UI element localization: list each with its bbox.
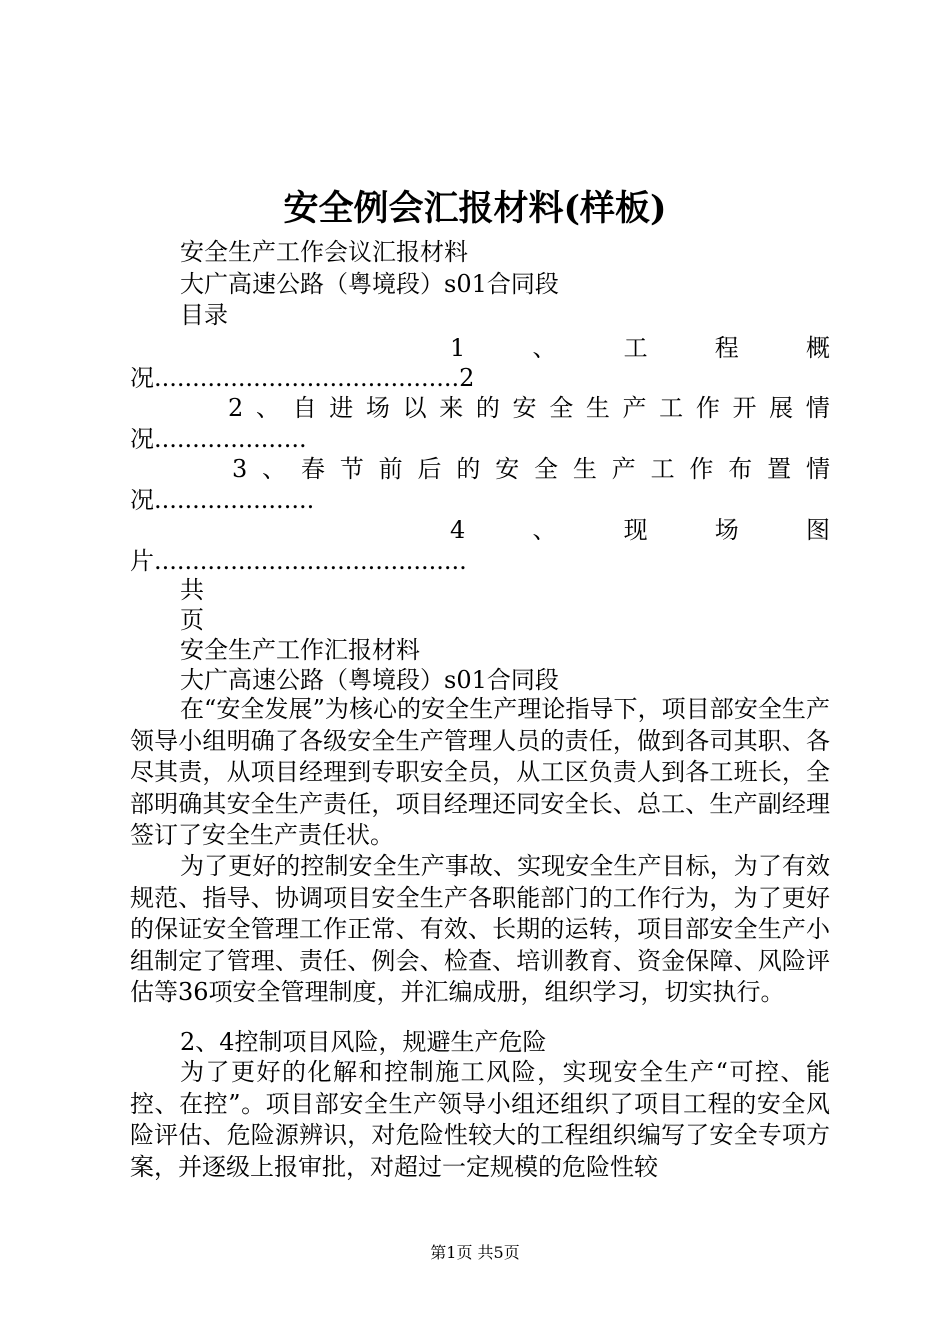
toc-char: 情 <box>805 394 830 422</box>
toc-char: 作 <box>695 394 720 422</box>
toc-char: 工 <box>659 394 684 422</box>
subsection-heading: 2、4控制项目风险，规避生产危险 <box>180 1028 547 1056</box>
page-title: 安全例会汇报材料(样板) <box>283 188 667 229</box>
toc-char: 1 <box>450 334 466 362</box>
toc-char: 产 <box>622 394 647 422</box>
toc-char: 后 <box>417 455 442 483</box>
toc-char: 生 <box>572 455 597 483</box>
toc-item-2-leader: 况.................... <box>130 425 307 453</box>
contract-section: 大广高速公路（粤境段）s01合同段 <box>180 270 559 298</box>
page-footer: 第1页 共5页 <box>430 1243 520 1262</box>
toc-char: 产 <box>611 455 636 483</box>
paragraph-risk-control: 为了更好的化解和控制施工风险，实现安全生产“可控、能控、在控”。项目部安全生产领导小组还组织了项目工程的安全风险评估、危险源辨识，对危险性较大的工程组织编写了安全专项方案，并逐级上报审批，对超过一定规模的危险性较 <box>130 1058 830 1181</box>
toc-item-1-head <box>450 332 830 364</box>
toc-char: 程 <box>714 334 739 362</box>
toc-char: 、 <box>532 334 557 362</box>
toc-char: 作 <box>689 455 714 483</box>
toc-char: 、 <box>262 455 287 483</box>
toc-char: 生 <box>585 394 610 422</box>
toc-char: 节 <box>339 455 364 483</box>
toc-char: 自 <box>292 394 317 422</box>
toc-char: 安 <box>495 455 520 483</box>
section-subtitle: 大广高速公路（粤境段）s01合同段 <box>180 666 559 694</box>
toc-char: 置 <box>767 455 792 483</box>
toc-item-3-head <box>232 453 830 485</box>
report-heading: 安全生产工作会议汇报材料 <box>180 238 468 266</box>
toc-char: 进 <box>329 394 354 422</box>
toc-char: 3 <box>232 455 248 483</box>
toc-char: 、 <box>255 394 280 422</box>
page-count-ye: 页 <box>180 606 204 634</box>
paragraph-regulations: 为了更好的控制安全生产事故、实现安全生产目标，为了有效规范、指导、协调项目安全生产各职能部门的工作行为，为了更好的保证安全管理工作正常、有效、长期的运转，项目部安全生产小组制定了管理、责任、例会、检查、培训教育、资金保障、风险评估等36项安全管理制度，并汇编成册，组织学习，切实执行。 <box>130 852 830 1006</box>
toc-item-4-leader: 片......................................... <box>130 547 467 575</box>
toc-char: 春 <box>300 455 325 483</box>
toc-char: 情 <box>805 455 830 483</box>
toc-heading: 目录 <box>180 301 228 329</box>
toc-char: 的 <box>456 455 481 483</box>
toc-char: 概 <box>805 334 830 362</box>
toc-char: 工 <box>623 334 648 362</box>
toc-char: 安 <box>512 394 537 422</box>
toc-char: 全 <box>534 455 559 483</box>
toc-char: 现 <box>623 516 648 544</box>
toc-char: 、 <box>532 516 557 544</box>
toc-item-1-leader: 况........................................2 <box>130 364 475 392</box>
section-title: 安全生产工作汇报材料 <box>180 636 420 664</box>
toc-char: 图 <box>805 516 830 544</box>
toc-char: 布 <box>728 455 753 483</box>
toc-item-2-head <box>228 392 830 424</box>
toc-char: 4 <box>450 516 466 544</box>
toc-char: 场 <box>365 394 390 422</box>
paragraph-responsibility: 在“安全发展”为核心的安全生产理论指导下，项目部安全生产领导小组明确了各级安全生产管理人员的责任，做到各司其职、各尽其责，从项目经理到专职安全员，从工区负责人到各工班长，全部明确其安全生产责任，项目经理还同安全长、总工、生产副经理签订了安全生产责任状。 <box>130 695 830 849</box>
toc-char: 工 <box>650 455 675 483</box>
toc-char: 场 <box>714 516 739 544</box>
toc-char: 前 <box>378 455 403 483</box>
toc-char: 展 <box>769 394 794 422</box>
toc-item-4-head <box>450 514 830 546</box>
toc-char: 的 <box>475 394 500 422</box>
toc-item-3-leader: 况..................... <box>130 486 315 514</box>
toc-char: 开 <box>732 394 757 422</box>
toc-char: 来 <box>439 394 464 422</box>
toc-char: 2 <box>228 394 244 422</box>
toc-char: 以 <box>402 394 427 422</box>
page-count-gong: 共 <box>180 576 204 604</box>
toc-char: 全 <box>549 394 574 422</box>
